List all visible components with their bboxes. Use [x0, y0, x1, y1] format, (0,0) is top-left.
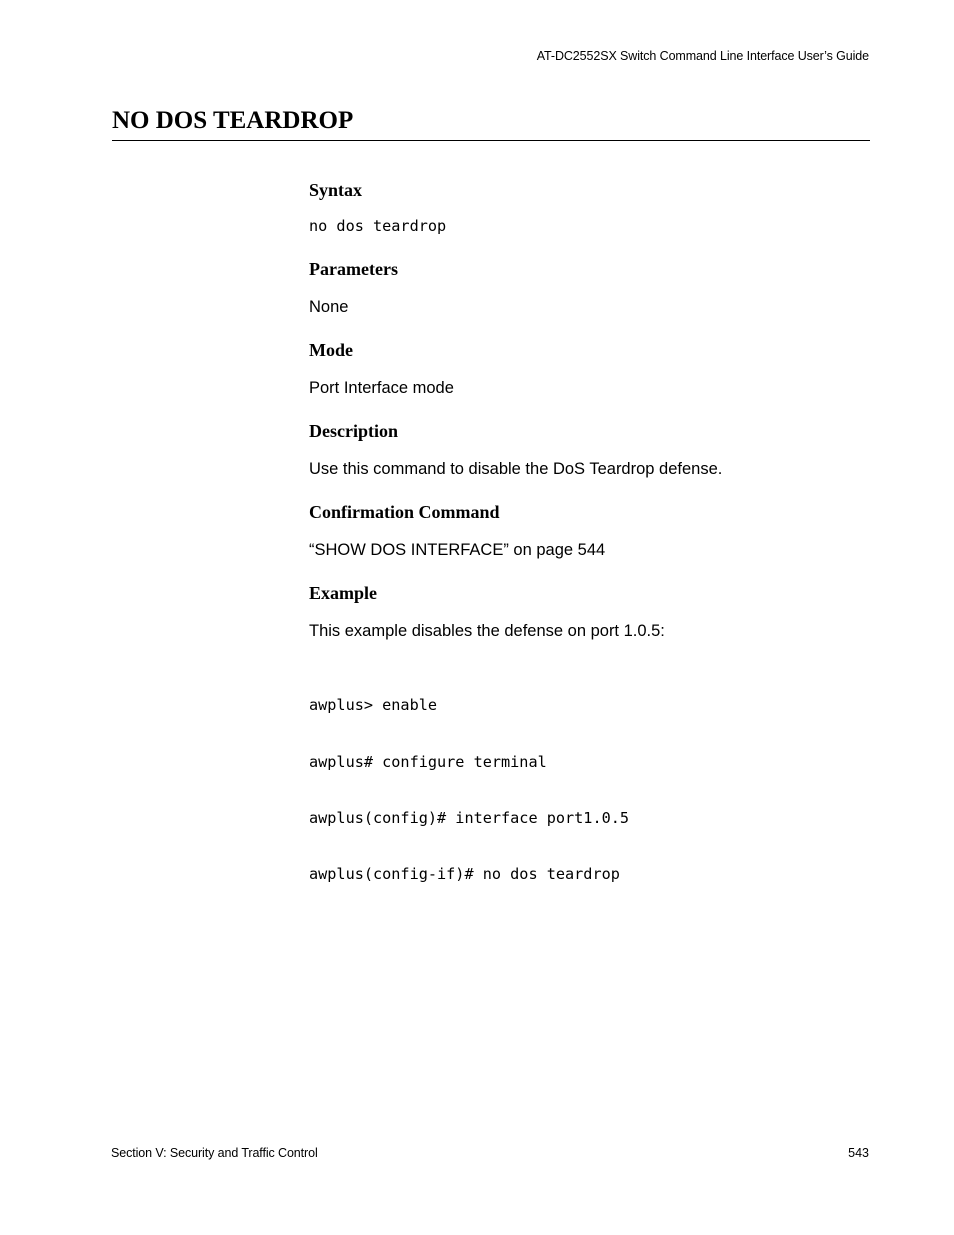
confirmation-heading: Confirmation Command: [309, 502, 500, 522]
example-code-block: [309, 659, 629, 921]
syntax-code: no dos teardrop: [309, 217, 447, 235]
confirmation-link[interactable]: “SHOW DOS INTERFACE” on page 544: [309, 541, 606, 559]
page-title: NO DOS TEARDROP: [112, 107, 354, 134]
mode-heading: Mode: [309, 340, 353, 360]
footer-page-number: 543: [848, 1146, 869, 1160]
code-line: awplus(config)# interface port1.0.5: [309, 808, 630, 827]
description-heading: Description: [309, 421, 398, 441]
code-line: awplus# configure terminal: [309, 752, 547, 771]
example-heading: Example: [309, 583, 378, 603]
code-line: awplus> enable: [309, 696, 438, 715]
description-text: Use this command to disable the DoS Teardrop defense.: [309, 460, 723, 478]
parameters-text: None: [309, 298, 349, 316]
mode-text: Port Interface mode: [309, 379, 454, 397]
code-line: awplus(config-if)# no dos teardrop: [309, 864, 620, 883]
title-rule: [112, 140, 870, 141]
parameters-heading: Parameters: [309, 259, 398, 279]
example-text: This example disables the defense on port 1.0.5:: [309, 622, 665, 640]
running-header: AT-DC2552SX Switch Command Line Interface User’s Guide: [536, 49, 869, 63]
syntax-heading: Syntax: [309, 180, 363, 200]
footer-section: Section V: Security and Traffic Control: [111, 1146, 318, 1160]
